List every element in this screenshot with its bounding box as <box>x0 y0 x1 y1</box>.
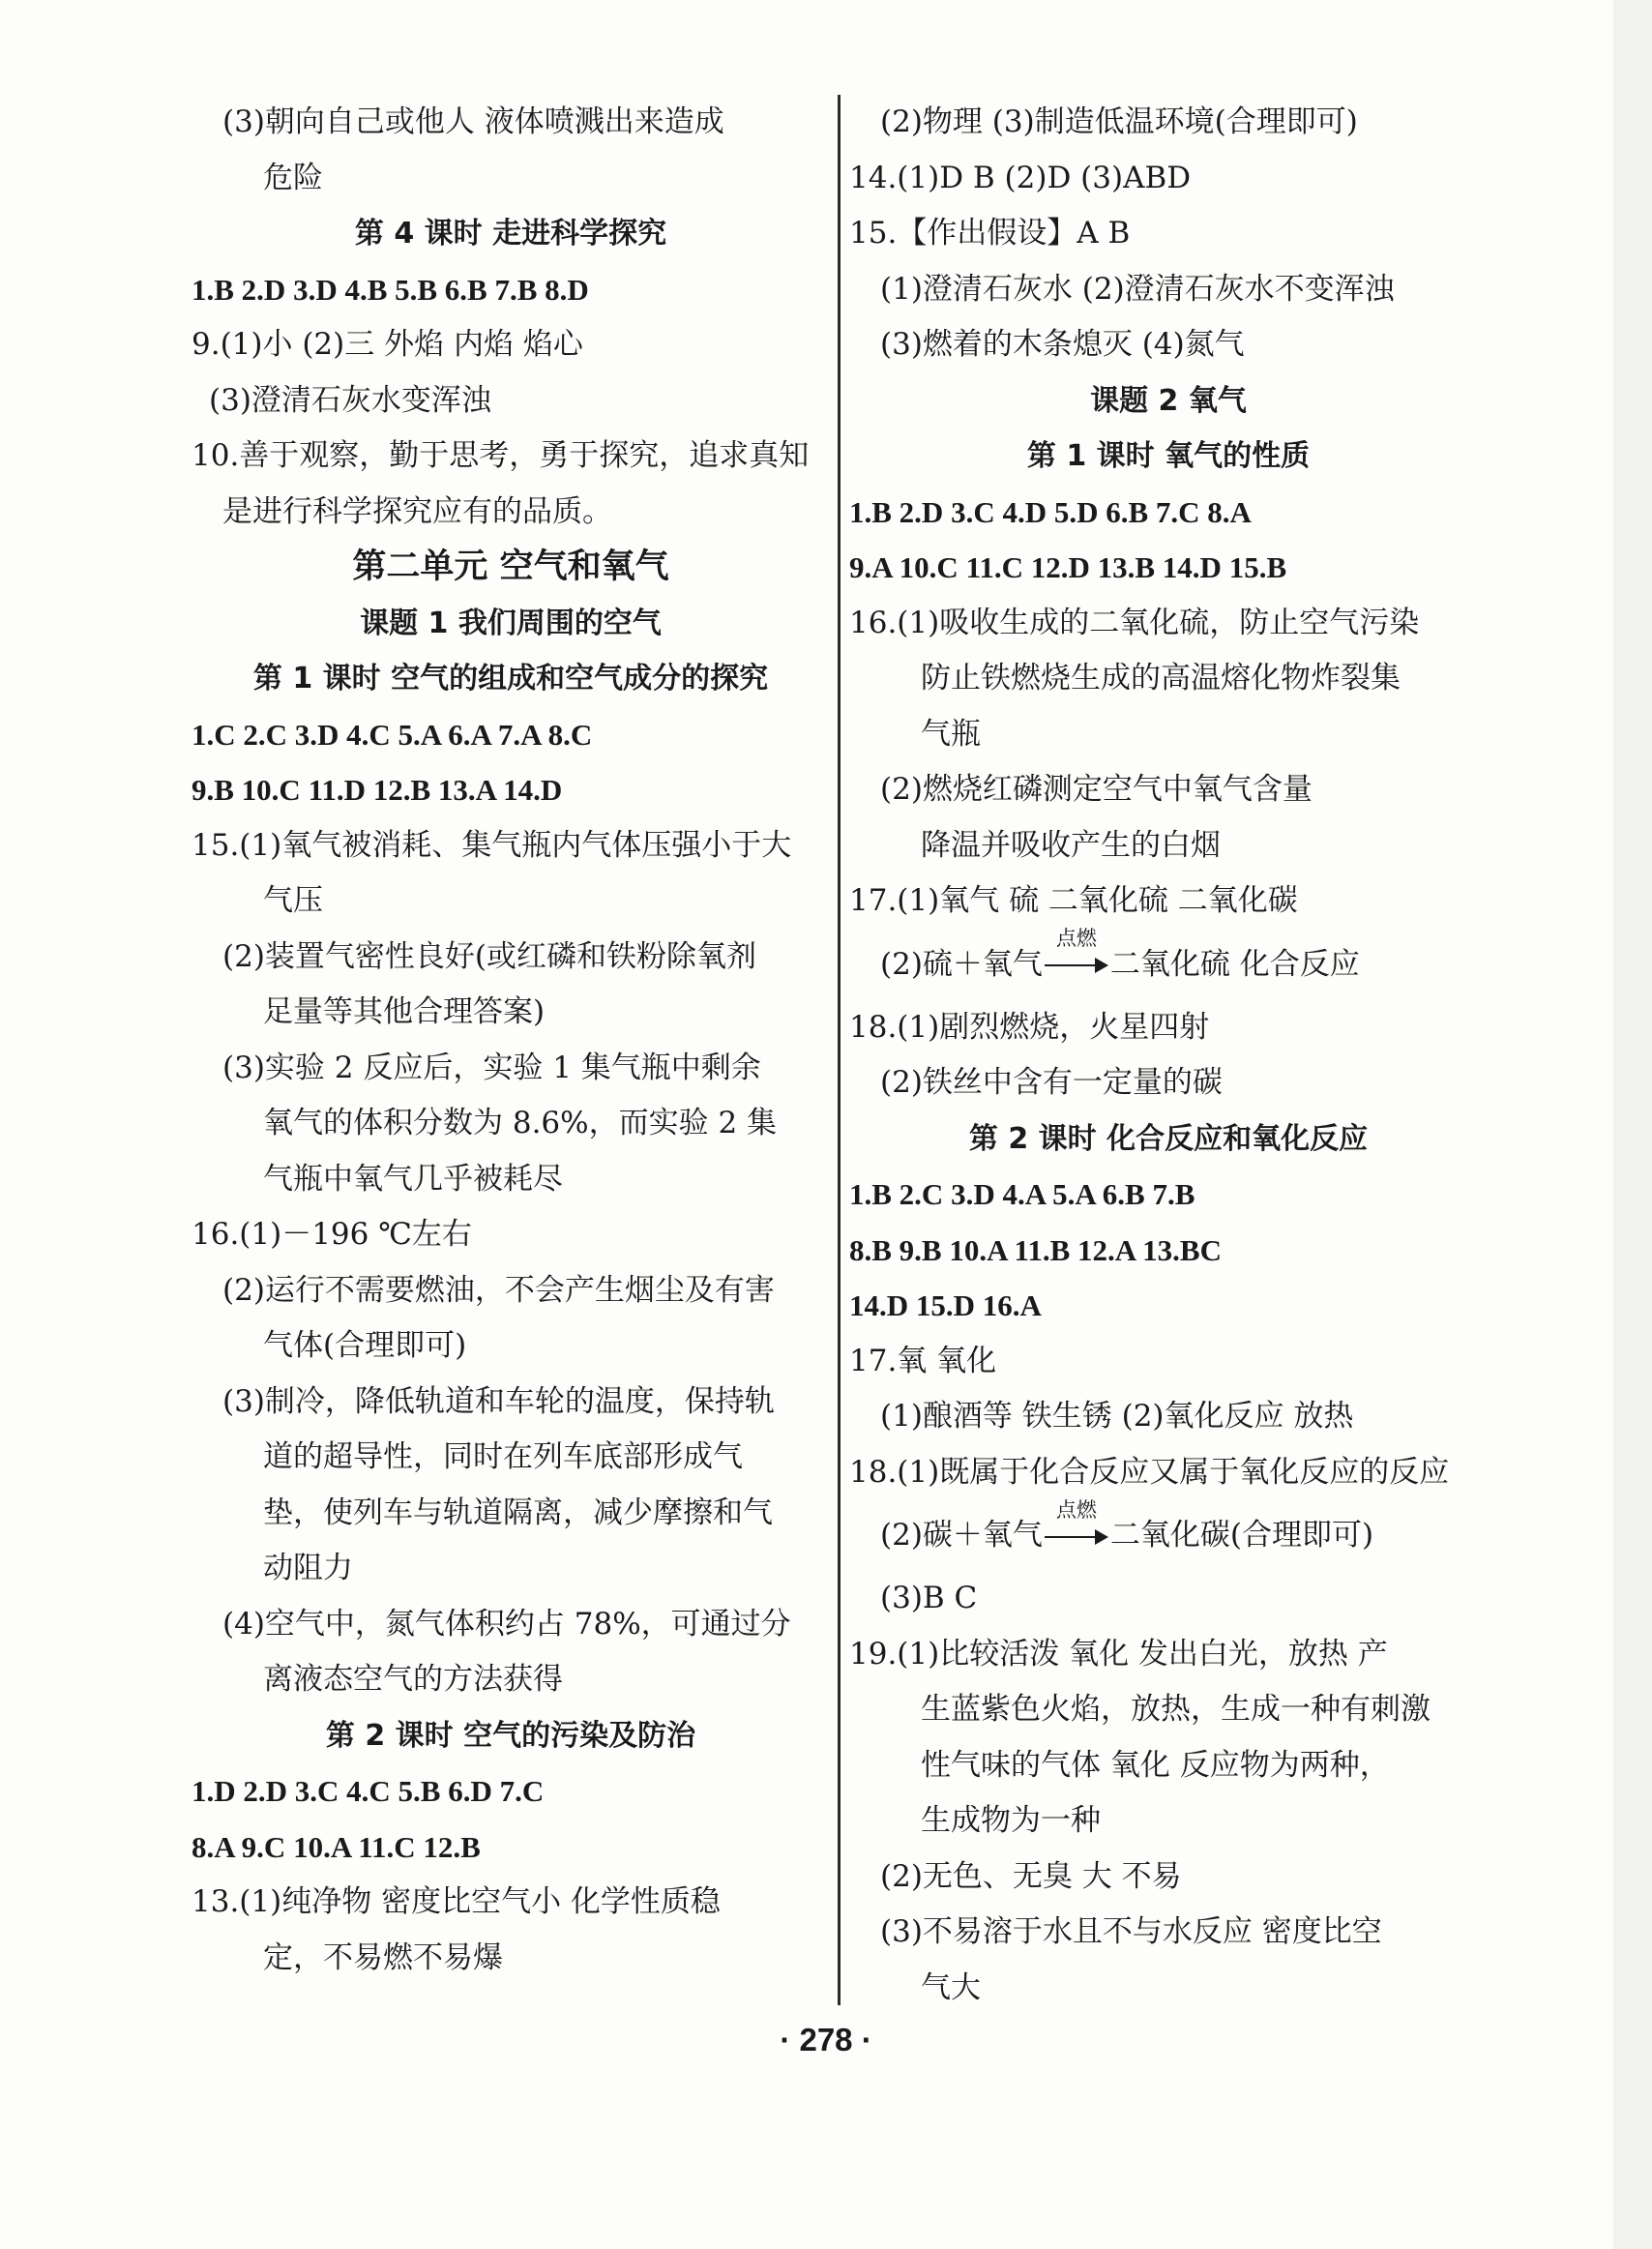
lesson-heading: 第 1 课时 空气的组成和空气成分的探究 <box>252 662 769 695</box>
answer-line: (2)运行不需要燃油，不会产生烟尘及有害 <box>222 1272 775 1308</box>
answer-line: 17.氧 氧化 <box>849 1343 997 1378</box>
answer-line: (1)澄清石灰水 (2)澄清石灰水不变浑浊 <box>880 271 1395 307</box>
answer-line: 定，不易燃不易爆 <box>263 1939 503 1975</box>
answer-line: (4)空气中，氮气体积约占 78%，可通过分 <box>222 1606 791 1642</box>
lesson-heading: 第 2 课时 化合反应和氧化反应 <box>968 1121 1369 1156</box>
answer-line: 气体(合理即可) <box>263 1328 467 1363</box>
reaction-arrow-icon <box>1045 927 1108 975</box>
answer-line: 是进行科学探究应有的品质。 <box>222 493 612 529</box>
answer-line: 生成物为一种 <box>921 1803 1101 1838</box>
right-column <box>849 95 1488 2016</box>
answer-line: 危险 <box>263 160 323 195</box>
answer-line: 1.B 2.D 3.D 4.B 5.B 6.B 7.B 8.D <box>192 272 589 307</box>
answer-line: 14.(1)D B (2)D (3)ABD <box>849 160 1192 195</box>
reaction-condition: 点燃 <box>1055 1497 1097 1522</box>
answer-line: (1)酿酒等 铁生锈 (2)氧化反应 放热 <box>880 1399 1354 1434</box>
reaction-equation-line <box>849 1497 1488 1571</box>
unit-title: 第二单元 空气和氧气 <box>352 547 669 586</box>
topic-heading: 课题 1 我们周围的空气 <box>360 606 662 640</box>
answer-line: (2)无色、无臭 大 不易 <box>880 1858 1182 1894</box>
answer-line: 18.(1)既属于化合反应又属于氧化反应的反应 <box>849 1454 1450 1490</box>
answer-line: (3)实验 2 反应后，实验 1 集气瓶中剩余 <box>222 1050 761 1085</box>
answer-line: 气瓶 <box>921 716 981 752</box>
answer-line: 16.(1)－196 ℃左右 <box>192 1217 472 1252</box>
answer-line: 17.(1)氧气 硫 二氧化硫 二氧化碳 <box>849 883 1298 918</box>
answer-line: 1.D 2.D 3.C 4.C 5.B 6.D 7.C <box>192 1774 545 1808</box>
answer-line: (2)铁丝中含有一定量的碳 <box>880 1065 1223 1100</box>
reactants: (2)碳＋氧气 <box>880 1518 1043 1553</box>
answer-line: 16.(1)吸收生成的二氧化硫，防止空气污染 <box>849 605 1420 640</box>
lesson-heading: 第 1 课时 氧气的性质 <box>1026 439 1311 473</box>
answer-line: 氧气的体积分数为 8.6%，而实验 2 集 <box>263 1106 778 1140</box>
answer-line: 9.B 10.C 11.D 12.B 13.A 14.D <box>192 773 563 807</box>
answer-line: 19.(1)比较活泼 氧化 发出白光，放热 产 <box>849 1636 1388 1672</box>
left-column <box>192 95 830 1986</box>
lesson-heading: 第 4 课时 走进科学探究 <box>354 217 667 251</box>
answer-line: 18.(1)剧烈燃烧，火星四射 <box>849 1009 1210 1045</box>
answer-line: 垫，使列车与轨道隔离，减少摩擦和气 <box>263 1494 773 1530</box>
topic-heading: 课题 2 氧气 <box>1090 383 1247 418</box>
answer-line: 14.D 15.D 16.A <box>849 1288 1042 1322</box>
answer-line: (3)朝向自己或他人 液体喷溅出来造成 <box>222 104 724 139</box>
answer-line: 足量等其他合理答案) <box>263 994 546 1029</box>
answer-line: 9.(1)小 (2)三 外焰 内焰 焰心 <box>192 327 583 362</box>
products: 二氧化硫 化合反应 <box>1109 946 1360 982</box>
answer-line: 8.A 9.C 10.A 11.C 12.B <box>192 1829 481 1864</box>
reaction-condition: 点燃 <box>1055 927 1097 950</box>
answer-line: 1.C 2.C 3.D 4.C 5.A 6.A 7.A 8.C <box>192 717 593 752</box>
answer-line: 道的超导性，同时在列车底部形成气 <box>263 1439 743 1474</box>
reactants: (2)硫＋氧气 <box>880 946 1043 982</box>
answer-line: (3)不易溶于水且不与水反应 密度比空 <box>880 1914 1382 1949</box>
answer-line: (3)B C <box>880 1581 978 1615</box>
column-divider <box>838 95 841 2005</box>
products: 二氧化碳(合理即可) <box>1109 1518 1374 1553</box>
reaction-arrow-icon <box>1045 1497 1108 1547</box>
answer-line: 降温并吸收产生的白烟 <box>921 827 1221 863</box>
answer-line: 气瓶中氧气几乎被耗尽 <box>263 1161 563 1197</box>
answer-line: 13.(1)纯净物 密度比空气小 化学性质稳 <box>192 1884 721 1919</box>
answer-line: (2)物理 (3)制造低温环境(合理即可) <box>880 104 1358 139</box>
answer-line: 气压 <box>263 883 323 918</box>
answer-line: 15.(1)氧气被消耗、集气瓶内气体压强小于大 <box>192 827 792 863</box>
answer-line: 离液态空气的方法获得 <box>263 1662 563 1697</box>
reaction-equation-line <box>849 927 1488 1000</box>
answer-line: 10.善于观察，勤于思考，勇于探究，追求真知 <box>192 438 810 473</box>
answer-line: 性气味的气体 氧化 反应物为两种， <box>921 1747 1390 1783</box>
answer-line: 生蓝紫色火焰，放热，生成一种有刺激 <box>921 1692 1431 1727</box>
answer-line: (3)制冷，降低轨道和车轮的温度，保持轨 <box>222 1383 775 1419</box>
answer-line: 1.B 2.C 3.D 4.A 5.A 6.B 7.B <box>849 1177 1195 1211</box>
page-number: · 278 · <box>780 2022 872 2057</box>
lesson-heading: 第 2 课时 空气的污染及防治 <box>325 1718 696 1753</box>
answer-line: 动阻力 <box>263 1551 353 1585</box>
answer-line: 防止铁燃烧生成的高温熔化物炸裂集 <box>921 661 1401 695</box>
answer-line: (2)装置气密性良好(或红磷和铁粉除氧剂 <box>222 938 757 974</box>
answer-line: 1.B 2.D 3.C 4.D 5.D 6.B 7.C 8.A <box>849 494 1252 529</box>
answer-line: 气大 <box>921 1969 981 2005</box>
answer-line: 9.A 10.C 11.C 12.D 13.B 14.D 15.B <box>849 550 1287 584</box>
answer-line: (2)燃烧红磷测定空气中氧气含量 <box>880 772 1313 807</box>
answer-line: 15.【作出假设】A B <box>849 216 1131 251</box>
page-edge-shade <box>1613 0 1652 2249</box>
answer-line: (3)燃着的木条熄灭 (4)氮气 <box>880 327 1245 362</box>
answer-line: (3)澄清石灰水变浑浊 <box>209 382 491 418</box>
answer-line: 8.B 9.B 10.A 11.B 12.A 13.BC <box>849 1232 1222 1267</box>
